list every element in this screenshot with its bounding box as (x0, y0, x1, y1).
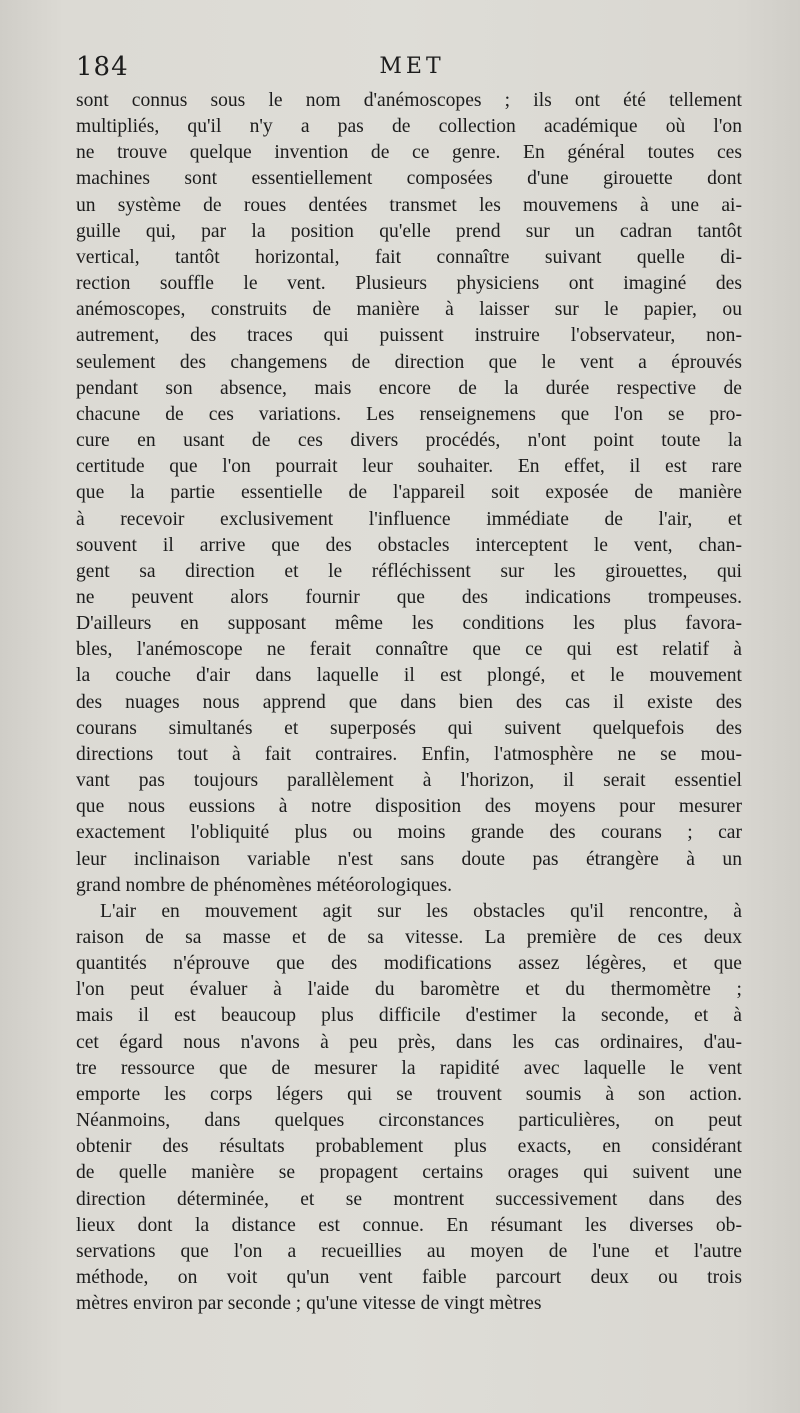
text-line: mètres environ par seconde ; qu'une vitesse de vingt mètres (76, 1293, 542, 1315)
text-line: multipliés, qu'il n'y a pas de collection académique où l'on (76, 116, 742, 138)
text-line: Néanmoins, dans quelques circonstances particulières, on peut (76, 1110, 742, 1132)
text-line: que la partie essentielle de l'appareil soit exposée de manière (76, 482, 742, 504)
text-line: raison de sa masse et de sa vitesse. La première de ces deux (76, 927, 742, 948)
text-line: grand nombre de phénomènes météorologiques. (76, 874, 452, 896)
text-line: tre ressource que de mesurer la rapidité avec laquelle le vent (76, 1057, 742, 1079)
text-line: vertical, tantôt horizontal, fait connaître suivant quelle di- (76, 246, 742, 268)
text-line: anémoscopes, construits de manière à laisser sur le papier, ou (76, 299, 742, 321)
text-line: autrement, des traces qui puissent instruire l'observateur, non- (76, 325, 742, 347)
text-line: mais il est beaucoup plus difficile d'estimer la seconde, et à (76, 1005, 742, 1027)
text-line: des nuages nous apprend que dans bien des cas il existe des (76, 691, 742, 713)
text-line: quantités n'éprouve que des modifications assez légères, et que (76, 953, 742, 975)
text-line: la couche d'air dans laquelle il est plongé, et le mouvement (76, 665, 742, 687)
text-line: courans simultanés et superposés qui suivent quelquefois des (76, 717, 742, 739)
page-number: 184 (76, 52, 129, 82)
text-line: souvent il arrive que des obstacles interceptent le vent, chan- (76, 534, 742, 556)
text-line: rection souffle le vent. Plusieurs physiciens ont imaginé des (76, 273, 742, 295)
text-line: servations que l'on a recueillies au moyen de l'une et l'autre (76, 1240, 742, 1262)
text-line: guille qui, par la position qu'elle prend sur un cadran tantôt (76, 220, 742, 242)
text-line: directions tout à fait contraires. Enfin, l'atmosphère ne se mou- (76, 743, 742, 765)
text-line: à recevoir exclusivement l'influence immédiate de l'air, et (76, 508, 742, 530)
text-line: lieux dont la distance est connue. En résumant les diverses ob- (76, 1214, 742, 1236)
text-line: machines sont essentiellement composées d'une girouette dont (76, 168, 742, 190)
text-line: bles, l'anémoscope ne ferait connaître que ce qui est relatif à (76, 639, 742, 661)
text-line: cet égard nous n'avons à peu près, dans les cas ordinaires, d'au- (76, 1031, 742, 1053)
text-line: certitude que l'on pourrait leur souhaiter. En effet, il est rare (76, 456, 742, 478)
text-line: pendant son absence, mais encore de la durée respective de (76, 377, 742, 399)
page-header (76, 52, 748, 92)
text-line: ne trouve quelque invention de ce genre. En général toutes ces (76, 142, 742, 164)
text-line: un système de roues dentées transmet les mouvemens à une ai- (76, 194, 742, 216)
text-line: chacune de ces variations. Les renseignemens que l'on se pro- (76, 403, 742, 425)
text-line: direction déterminée, et se montrent successivement dans des (76, 1188, 742, 1210)
running-head: MET (379, 54, 445, 79)
text-line: sont connus sous le nom d'anémoscopes ; ils ont été tellement (76, 90, 742, 111)
text-line: emporte les corps légers qui se trouvent soumis à son action. (76, 1083, 742, 1105)
text-line: obtenir des résultats probablement plus exacts, en considérant (76, 1136, 742, 1158)
text-line: l'on peut évaluer à l'aide du baromètre et du thermomètre ; (76, 979, 742, 1001)
text-line: méthode, on voit qu'un vent faible parcourt deux ou trois (76, 1267, 742, 1289)
text-line: de quelle manière se propagent certains orages qui suivent une (76, 1162, 742, 1184)
text-line: exactement l'obliquité plus ou moins grande des courans ; car (76, 822, 742, 844)
text-line: seulement des changemens de direction que le vent a éprouvés (76, 351, 742, 373)
text-line: gent sa direction et le réfléchissent sur les girouettes, qui (76, 560, 742, 582)
body-text (76, 88, 742, 1317)
text-line: D'ailleurs en supposant même les conditions les plus favora- (76, 613, 742, 635)
text-line: vant pas toujours parallèlement à l'horizon, il serait essentiel (76, 770, 742, 792)
text-line: cure en usant de ces divers procédés, n'ont point toute la (76, 430, 742, 452)
text-line: que nous eussions à notre disposition des moyens pour mesurer (76, 796, 742, 818)
text-line: L'air en mouvement agit sur les obstacles qu'il rencontre, à (100, 900, 742, 922)
text-line: ne peuvent alors fournir que des indications trompeuses. (76, 586, 742, 608)
text-line: leur inclinaison variable n'est sans doute pas étrangère à un (76, 848, 742, 870)
